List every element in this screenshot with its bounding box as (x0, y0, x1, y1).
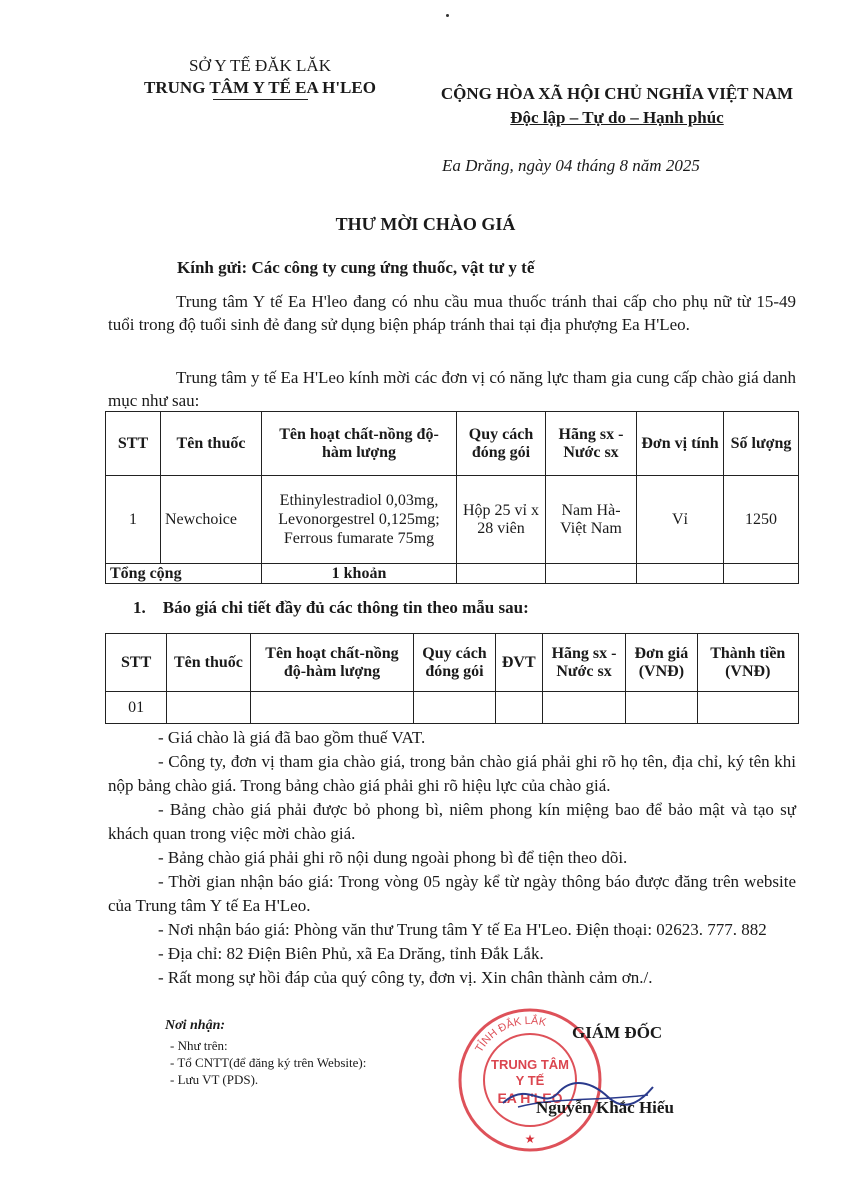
empty-cell (626, 692, 697, 724)
note-item: - Rất mong sự hồi đáp của quý công ty, đơn vị. Xin chân thành cảm ơn./. (158, 968, 653, 987)
table-header-row (106, 412, 799, 476)
table-row (106, 476, 799, 564)
header-packaging: Quy cách đóng gói (457, 412, 546, 476)
header-quantity: Số lượng (724, 412, 799, 476)
cell-stt: 1 (106, 476, 161, 564)
note-item: - Bảng chào giá phải được bỏ phong bì, niêm phong kín miệng bao để bảo mật và tạo sự khách quan trong việc mời chào giá. (108, 800, 796, 843)
empty-cell (250, 692, 414, 724)
org-header (110, 55, 410, 100)
motto: Độc lập – Tự do – Hạnh phúc (510, 108, 724, 127)
intro-paragraph-2: Trung tâm y tế Ea H'Leo kính mời các đơn vị có năng lực tham gia cung cấp chào giá danh mục như sau: (108, 368, 796, 410)
intro-paragraph-1: Trung tâm Y tế Ea H'leo đang có nhu cầu mua thuốc tránh thai cấp cho phụ nữ từ 15-49 tuổi trong độ tuổi sinh đẻ đang sử dụng biện pháp tránh thai tại địa phượng Ea H'Leo. (108, 292, 796, 334)
recipients-label: Nơi nhận: (165, 1018, 226, 1033)
header-drug-name: Tên thuốc (167, 634, 250, 692)
section-heading-1: 1. Báo giá chi tiết đầy đủ các thông tin theo mẫu sau: (133, 598, 529, 617)
stamp-line-1: TRUNG TÂM (491, 1057, 569, 1072)
total-value: 1 khoản (262, 564, 457, 584)
recipient-item: - Lưu VT (PDS). (170, 1072, 259, 1087)
center-name: TRUNG TÂM Y TẾ EA H'LEO (144, 78, 376, 97)
stamp-ring-text: TỈNH ĐẮK LẮK (473, 1014, 548, 1055)
note-item: - Nơi nhận báo giá: Phòng văn thư Trung tâm Y tế Ea H'Leo. Điện thoại: 02623. 777. 882 (158, 920, 767, 939)
stamp-line-2: Y TẾ (515, 1073, 545, 1088)
signer-name: Nguyễn Khắc Hiếu (536, 1098, 674, 1117)
cell-unit: Vỉ (637, 476, 724, 564)
note-item: - Công ty, đơn vị tham gia chào giá, trong bản chào giá phải ghi rõ họ tên, địa chỉ, ký tên khi nộp bảng chào giá. Trong bảng chào giá phải ghi rõ hiệu lực của chào giá. (108, 752, 796, 795)
header-active-ingredient: Tên hoạt chất-nồng độ-hàm lượng (250, 634, 414, 692)
empty-cell (414, 692, 495, 724)
quote-template-table (105, 633, 799, 724)
note-item: - Thời gian nhận báo giá: Trong vòng 05 ngày kể từ ngày thông báo được đăng trên website của Trung tâm Y tế Ea H'Leo. (108, 872, 796, 915)
header-stt: STT (106, 634, 167, 692)
cell-active-ingredient: Ethinylestradiol 0,03mg, Levonorgestrel 0,125mg; Ferrous fumarate 75mg (262, 476, 457, 564)
document-title: THƯ MỜI CHÀO GIÁ (335, 214, 516, 234)
header-underline (213, 99, 308, 100)
note-item: - Giá chào là giá đã bao gồm thuế VAT. (158, 728, 426, 747)
empty-cell (542, 692, 625, 724)
header-manufacturer: Hãng sx - Nước sx (542, 634, 625, 692)
empty-cell (724, 564, 799, 584)
dept-name: SỞ Y TẾ ĐĂK LĂK (189, 56, 331, 75)
notes-list (108, 726, 796, 990)
header-active-ingredient: Tên hoạt chất-nồng độ-hàm lượng (262, 412, 457, 476)
recipient-item: - Như trên: (170, 1038, 228, 1053)
header-stt: STT (106, 412, 161, 476)
nation-header (412, 82, 822, 130)
cell-manufacturer: Nam Hà- Việt Nam (546, 476, 637, 564)
cell-stt: 01 (106, 692, 167, 724)
note-item: - Bảng chào giá phải ghi rõ nội dung ngoài phong bì để tiện theo dõi. (158, 848, 628, 867)
scan-mark (446, 14, 449, 17)
recipients-list (170, 1037, 366, 1088)
empty-cell (457, 564, 546, 584)
issue-date: Ea Drăng, ngày 04 tháng 8 năm 2025 (442, 156, 700, 175)
header-unit: ĐVT (495, 634, 542, 692)
header-total-amount: Thành tiền (VNĐ) (697, 634, 798, 692)
header-packaging: Quy cách đóng gói (414, 634, 495, 692)
table-header-row (106, 634, 799, 692)
empty-cell (637, 564, 724, 584)
nation-name: CỘNG HÒA XÃ HỘI CHỦ NGHĨA VIỆT NAM (440, 84, 794, 103)
note-item: - Địa chỉ: 82 Điện Biên Phủ, xã Ea Drăng, tỉnh Đắk Lắk. (158, 944, 544, 963)
stamp-line-3: EA H'LEO (497, 1090, 563, 1106)
header-manufacturer: Hãng sx - Nước sx (546, 412, 637, 476)
empty-cell (495, 692, 542, 724)
drug-list-table (105, 411, 799, 584)
cell-packaging: Hộp 25 vỉ x 28 viên (457, 476, 546, 564)
empty-cell (697, 692, 798, 724)
table-row (106, 692, 799, 724)
recipient-item: - Tổ CNTT(để đăng ký trên Website): (170, 1055, 367, 1070)
signer-title: GIÁM ĐỐC (572, 1023, 663, 1042)
cell-drug-name: Newchoice (161, 476, 262, 564)
header-drug-name: Tên thuốc (161, 412, 262, 476)
stamp-star-icon: ★ (524, 1132, 536, 1146)
cell-quantity: 1250 (724, 476, 799, 564)
header-unit-price: Đơn giá (VNĐ) (626, 634, 697, 692)
greeting: Kính gửi: Các công ty cung ứng thuốc, vật tư y tế (177, 258, 535, 277)
empty-cell (546, 564, 637, 584)
empty-cell (167, 692, 250, 724)
total-label: Tổng cộng (106, 564, 262, 584)
total-row (106, 564, 799, 584)
header-unit: Đơn vị tính (637, 412, 724, 476)
